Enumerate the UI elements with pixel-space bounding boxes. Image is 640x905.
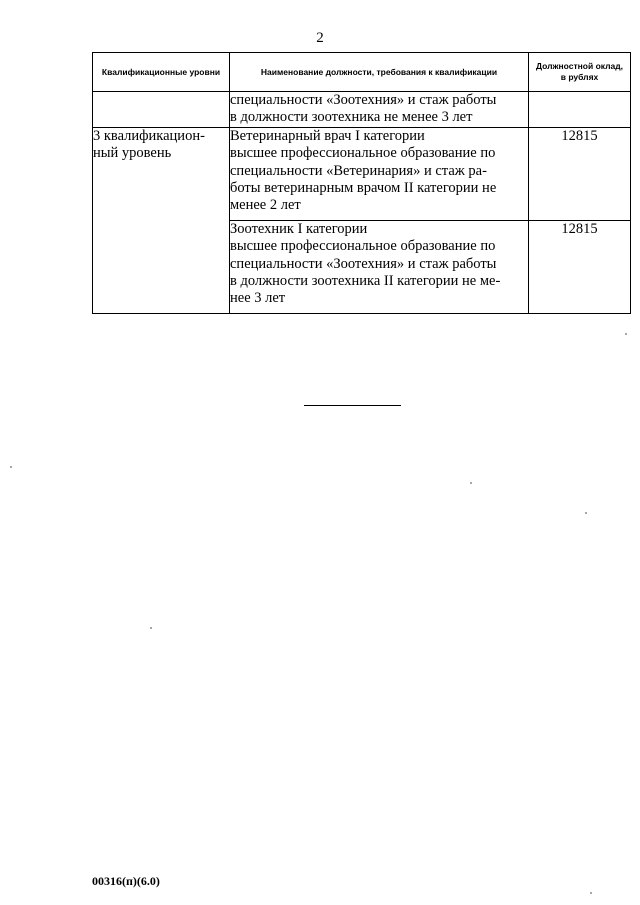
salary-cell: 12815: [529, 220, 631, 313]
scan-speck: [10, 466, 12, 468]
requirements-cell: [230, 220, 529, 313]
requirements-line: специальности «Зоотехния» и стаж работы: [230, 92, 497, 108]
requirements-cell: [230, 92, 529, 128]
page-number: 2: [316, 30, 324, 46]
level-cell: 3 квалификацион-ный уровень: [93, 127, 230, 313]
salary-cell: 12815: [529, 127, 631, 220]
position-title: Зоотехник I категории: [230, 220, 368, 237]
header-salary: Должностной оклад, в рублях: [529, 53, 631, 92]
qualification-salary-table: [92, 52, 631, 314]
header-position-requirements: Наименование должности, требования к квалификации: [230, 53, 529, 92]
scan-speck: [625, 333, 627, 335]
position-title: Ветеринарный врач I категории: [230, 127, 425, 144]
salary-cell: [529, 92, 631, 128]
table-row: [93, 92, 631, 128]
requirements-line: высшее профессиональное образование по: [230, 238, 496, 255]
end-separator-line: [304, 405, 401, 406]
requirements-line: боты ветеринарным врачом II категории не: [230, 180, 497, 197]
requirements-line: менее 2 лет: [230, 197, 301, 214]
requirements-line: высшее профессиональное образование по: [230, 145, 496, 162]
scan-speck: [585, 512, 587, 514]
table-header-row: [93, 53, 631, 92]
scan-speck: [150, 627, 152, 629]
requirements-cell: [230, 127, 529, 220]
table-row: [93, 127, 631, 220]
requirements-line: нее 3 лет: [230, 290, 286, 307]
header-qualification-levels: Квалификационные уровни: [93, 53, 230, 92]
requirements-line: в должности зоотехника не менее 3 лет: [230, 109, 473, 126]
scan-speck: [590, 892, 592, 894]
form-code: 00316(п)(6.0): [92, 874, 160, 888]
requirements-line: специальности «Ветеринария» и стаж ра-: [230, 162, 487, 179]
level-cell: [93, 92, 230, 128]
requirements-line: в должности зоотехника II категории не ме-: [230, 273, 501, 290]
scan-speck: [470, 482, 472, 484]
requirements-line: специальности «Зоотехния» и стаж работы: [230, 255, 497, 272]
